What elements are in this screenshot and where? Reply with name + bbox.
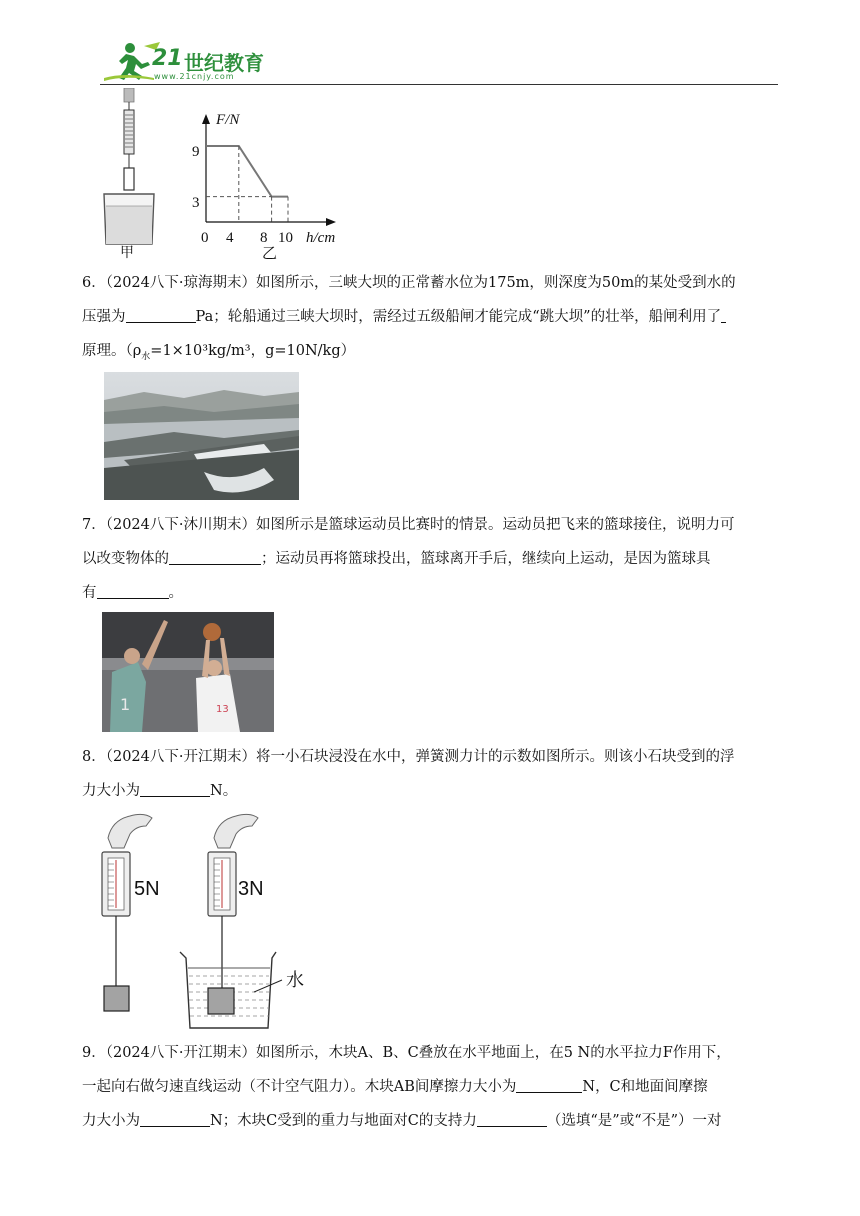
header-divider [100,84,778,85]
question-8 [82,740,782,808]
question-source: （2024八下·沐川期末） [105,517,256,533]
svg-text:13: 13 [216,704,229,715]
question-text: 如图所示，木块A、B、C叠放在水平地面上，在5 N的水平拉力F作用下， [256,1045,731,1061]
question-text: 力大小为 [82,1113,140,1129]
answer-blank[interactable] [721,304,726,323]
question-text: 以改变物体的 [82,551,169,567]
answer-blank[interactable] [126,304,196,323]
x-tick-label: 4 [226,230,234,246]
question-number: 7． [82,517,106,533]
question-number: 8． [82,749,106,765]
force-line [206,146,288,197]
question-number: 9． [82,1045,106,1061]
logo-number: 21 [152,46,183,71]
answer-blank[interactable] [140,778,210,797]
question-text: 如图所示是篮球运动员比赛时的情景。运动员把飞来的篮球接住，说明力可 [256,517,735,533]
y-tick-label: 3 [192,195,200,211]
question-text: N。 [210,783,238,799]
y-tick-label: 9 [192,144,200,160]
question-text: Pa；轮船通过三峡大坝时，需经过五级船闸才能完成“跳大坝”的壮举，船闸利用了 [195,309,722,325]
question-source: （2024八下·琼海期末） [105,275,256,291]
question-text: 原理。（ρ [82,343,142,359]
scale-reading-right: 3N [238,878,264,900]
question-text: 一起向右做匀速直线运动（不计空气阻力）。木块AB间摩擦力大小为 [82,1079,517,1095]
y-axis-label: F/N [216,112,240,128]
question-6 [82,266,782,374]
scale-reading-left: 5N [134,878,160,900]
svg-text:1: 1 [120,695,131,714]
question-7 [82,508,782,610]
logo-url: www.21cnjy.com [154,72,235,81]
question-text: 力大小为 [82,783,140,799]
answer-blank[interactable] [516,1074,582,1093]
question-text: N；木块C受到的重力与地面对C的支持力 [210,1113,477,1129]
question-9 [82,1036,782,1138]
three-gorges-dam-photo [104,372,299,500]
x-tick-label: 0 [201,230,209,246]
water-label: 水 [286,970,304,991]
answer-blank[interactable] [477,1108,547,1127]
question-text: 压强为 [82,309,126,325]
question-text: 如图所示，三峡大坝的正常蓄水位为175m，则深度为50m的某处受到水的 [256,275,736,291]
question-text: =1×10³kg/m³，g=10N/kg） [150,343,356,359]
question-text: 有 [82,585,97,601]
question-text: 将一小石块浸没在水中，弹簧测力计的示数如图所示。则该小石块受到的浮 [256,749,735,765]
answer-blank[interactable] [140,1108,210,1127]
question-text: ；运动员再将篮球投出，篮球离开手后，继续向上运动，是因为篮球具 [261,551,711,567]
question-text: N，C和地面间摩擦 [582,1079,708,1095]
logo-text: 世纪教育 [184,51,264,75]
basketball-players-photo [102,612,274,732]
question-text: （选填“是”或“不是”）一对 [546,1113,722,1129]
question-number: 6． [82,275,106,291]
question-source: （2024八下·开江期末） [105,749,256,765]
spring-scale-beaker-figure [100,88,162,258]
answer-blank[interactable] [97,580,169,599]
density-subscript: 水 [141,351,151,362]
question-text: 。 [168,585,183,601]
figure-label-jia: 甲 [120,245,134,261]
answer-blank[interactable] [169,546,261,565]
x-tick-label: 10 [278,230,293,246]
graph-caption-yi: 乙 [262,246,278,260]
force-depth-graph [186,104,356,260]
x-axis-label: h/cm [306,230,336,246]
x-tick-label: 8 [260,230,268,246]
question-source: （2024八下·开江期末） [105,1045,256,1061]
spring-scale-buoyancy-figure [96,808,346,1034]
